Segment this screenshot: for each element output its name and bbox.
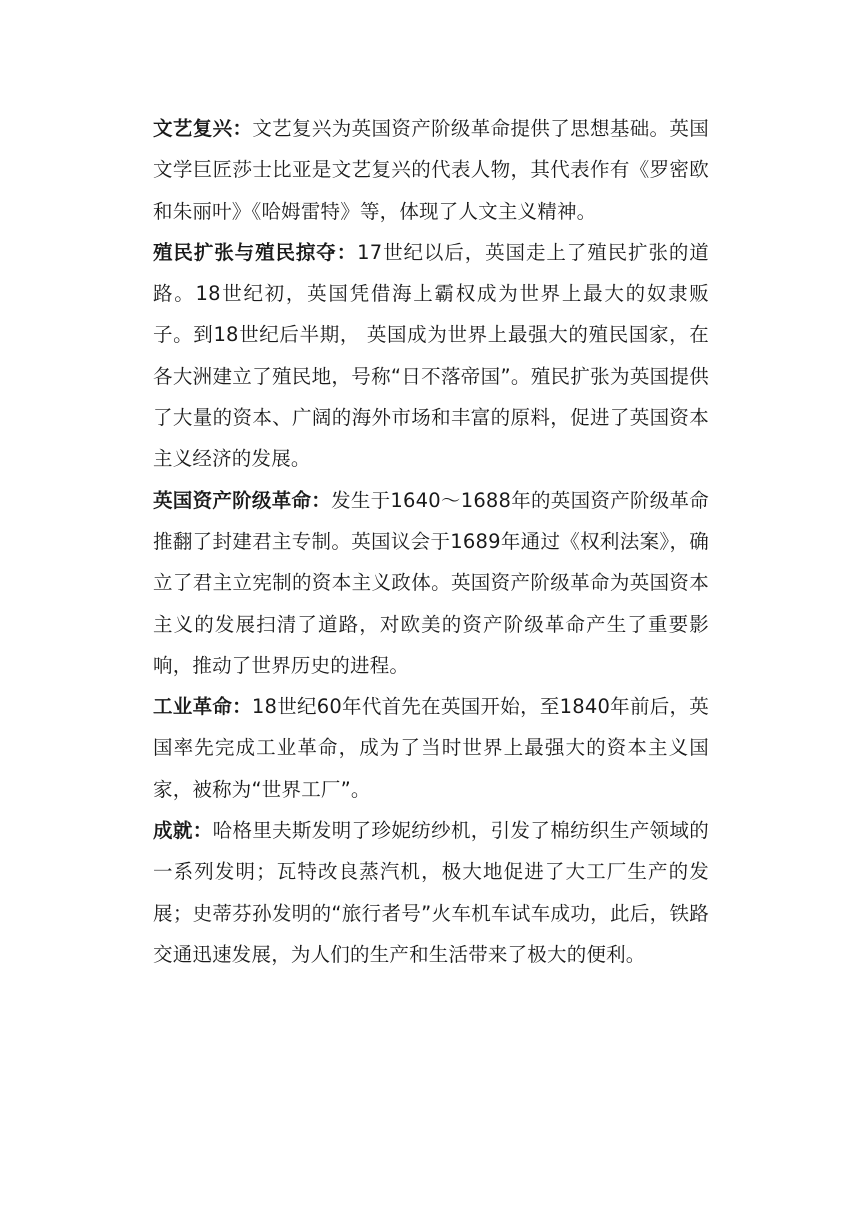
text-industrial-revolution: 18世纪60年代首先在英国开始，至1840年前后，英国率先完成工业革命，成为了当时世界上最强大的资本主义国家，被称为“世界工厂”。 [153, 695, 709, 801]
text-renaissance: 文艺复兴为英国资产阶级革命提供了思想基础。英国文学巨匠莎士比亚是文艺复兴的代表人物，其代表作有《罗密欧和朱丽叶》《哈姆雷特》等，体现了人文主义精神。 [153, 117, 709, 223]
term-renaissance: 文艺复兴： [153, 117, 253, 140]
term-industrial-revolution: 工业革命： [153, 695, 252, 719]
paragraph-achievements [153, 810, 709, 975]
document-body [153, 108, 709, 975]
text-colonial-expansion: 17世纪以后，英国走上了殖民扩张的道路。18世纪初，英国凭借海上霸权成为世界上最大的奴隶贩子。到18世纪后半期， 英国成为世界上最强大的殖民国家，在各大洲建立了殖民地，号称“日不落帝国”。殖民扩张为英国提供了大量的资本、广阔的海外市场和丰富的原料，促进了英国资本主义经济的发展。 [153, 240, 709, 471]
term-achievements: 成就： [153, 819, 213, 843]
text-achievements: 哈格里夫斯发明了珍妮纺纱机，引发了棉纺织生产领域的一系列发明；瓦特改良蒸汽机，极大地促进了大工厂生产的发展；史蒂芬孙发明的“旅行者号”火车机车试车成功，此后，铁路交通迅速发展，为人们的生产和生活带来了极大的便利。 [153, 819, 709, 966]
term-colonial-expansion: 殖民扩张与殖民掠夺： [153, 240, 358, 264]
term-bourgeois-revolution: 英国资产阶级革命： [153, 488, 332, 512]
paragraph-colonial-expansion [153, 232, 709, 480]
paragraph-renaissance [153, 108, 709, 232]
paragraph-industrial-revolution [153, 686, 709, 810]
text-bourgeois-revolution: 发生于1640～1688年的英国资产阶级革命推翻了封建君主专制。英国议会于1689年通过《权利法案》，确立了君主立宪制的资本主义政体。英国资产阶级革命为英国资本主义的发展扫清了道路，对欧美的资产阶级革命产生了重要影响，推动了世界历史的进程。 [153, 488, 709, 677]
paragraph-bourgeois-revolution [153, 480, 709, 686]
